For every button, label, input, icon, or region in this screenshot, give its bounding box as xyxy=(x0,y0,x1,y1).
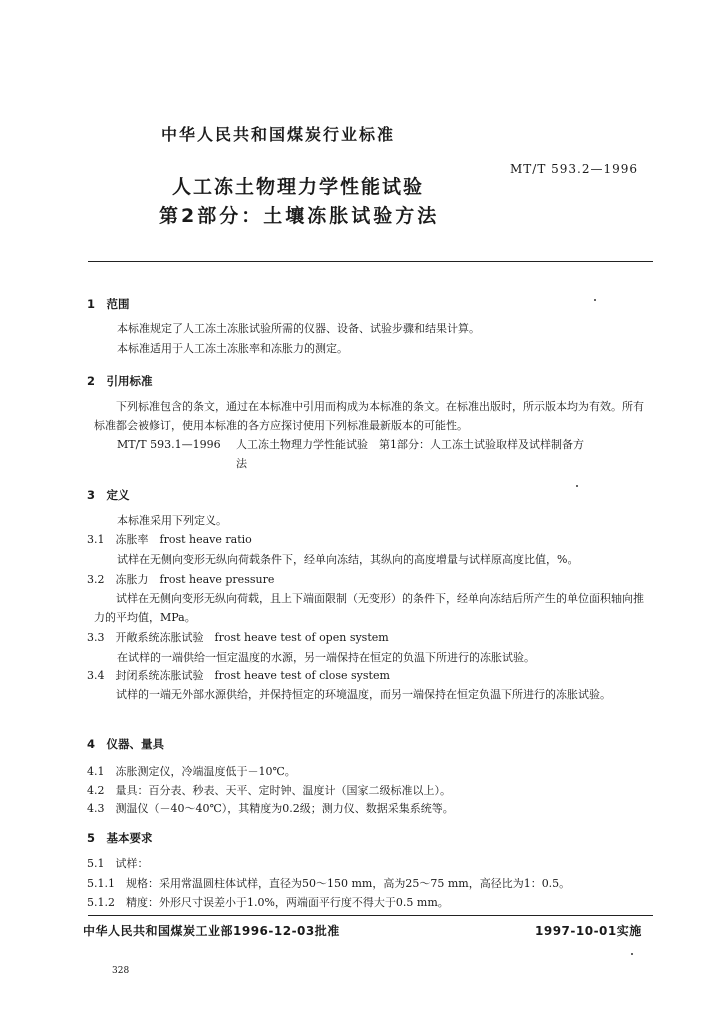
section-1-para-1: 本标准规定了人工冻土冻胀试验所需的仪器、设备、试验步骤和结果计算。 xyxy=(117,322,480,335)
section-2-heading: 2 引用标准 xyxy=(87,374,153,388)
section-4-heading: 4 仪器、量具 xyxy=(87,737,165,751)
footer-divider xyxy=(88,915,653,916)
header-divider xyxy=(88,261,653,262)
scan-speck xyxy=(576,485,578,487)
definition-3-3-text: 在试样的一端供给一恒定温度的水源，另一端保持在恒定的负温下所进行的冻胀试验。 xyxy=(117,651,535,664)
standard-code: MT/T 593.2—1996 xyxy=(510,162,639,176)
definition-3-2-text: 试样在无侧向变形无纵向荷载，且上下端面限制（无变形）的条件下，经单向冻结后所产生的单位面积轴向推力的平均值，MPa。 xyxy=(94,592,644,624)
reference-title-line-1: 人工冻土物理力学性能试验 第1部分：人工冻土试验取样及试样制备方 xyxy=(236,438,584,451)
section-1-para-2: 本标准适用于人工冻土冻胀率和冻胀力的测定。 xyxy=(117,342,348,355)
definition-3-1-heading: 3.1 冻胀率 frost heave ratio xyxy=(87,533,252,546)
page-number: 328 xyxy=(112,966,130,976)
issuing-organization: 中华人民共和国煤炭行业标准 xyxy=(161,125,396,144)
definition-3-4-text: 试样的一端无外部水源供给，并保持恒定的环境温度，而另一端保持在恒定负温下所进行的冻胀试验。 xyxy=(116,688,611,701)
reference-title-line-2: 法 xyxy=(236,457,247,470)
section-5-item-1: 5.1 试样： xyxy=(87,857,149,870)
scan-speck xyxy=(631,953,633,955)
section-3-heading: 3 定义 xyxy=(87,488,130,502)
section-3-intro: 本标准采用下列定义。 xyxy=(117,514,227,527)
section-4-item-2: 4.2 量具：百分表、秒表、天平、定时钟、温度计（国家二级标准以上）。 xyxy=(87,784,451,797)
section-4-item-1: 4.1 冻胀测定仪，冷端温度低于－10℃。 xyxy=(87,765,296,778)
definition-3-3-heading: 3.3 开敞系统冻胀试验 frost heave test of open system xyxy=(87,631,389,644)
implementation-date: 1997-10-01实施 xyxy=(535,924,642,938)
document-title: 人工冻土物理力学性能试验 xyxy=(172,176,425,198)
section-5-heading: 5 基本要求 xyxy=(87,831,153,845)
section-2-para-1: 下列标准包含的条文，通过在本标准中引用而构成为本标准的条文。在标准出版时，所示版本均为有效。所有标准都会被修订，使用本标准的各方应探讨使用下列标准最新版本的可能性。 xyxy=(94,400,644,432)
reference-code: MT/T 593.1—1996 xyxy=(117,438,221,451)
approval-statement: 中华人民共和国煤炭工业部1996-12-03批准 xyxy=(83,924,340,938)
definition-3-1-text: 试样在无侧向变形无纵向荷载条件下，经单向冻结，其纵向的高度增量与试样原高度比值，%。 xyxy=(117,553,579,566)
section-4-item-3: 4.3 测温仪（－40～40℃），其精度为0.2级；测力仪、数据采集系统等。 xyxy=(87,802,454,815)
section-5-item-3: 5.1.2 精度：外形尺寸误差小于1.0%，两端面平行度不得大于0.5 mm。 xyxy=(87,896,449,909)
document-subtitle: 第2部分：土壤冻胀试验方法 xyxy=(159,205,440,227)
scan-speck xyxy=(594,299,596,301)
section-1-heading: 1 范围 xyxy=(87,297,130,311)
definition-3-4-heading: 3.4 封闭系统冻胀试验 frost heave test of close system xyxy=(87,669,390,682)
definition-3-2-heading: 3.2 冻胀力 frost heave pressure xyxy=(87,573,275,586)
section-5-item-2: 5.1.1 规格：采用常温圆柱体试样，直径为50～150 mm，高为25～75 mm，高径比为1：0.5。 xyxy=(87,877,571,890)
